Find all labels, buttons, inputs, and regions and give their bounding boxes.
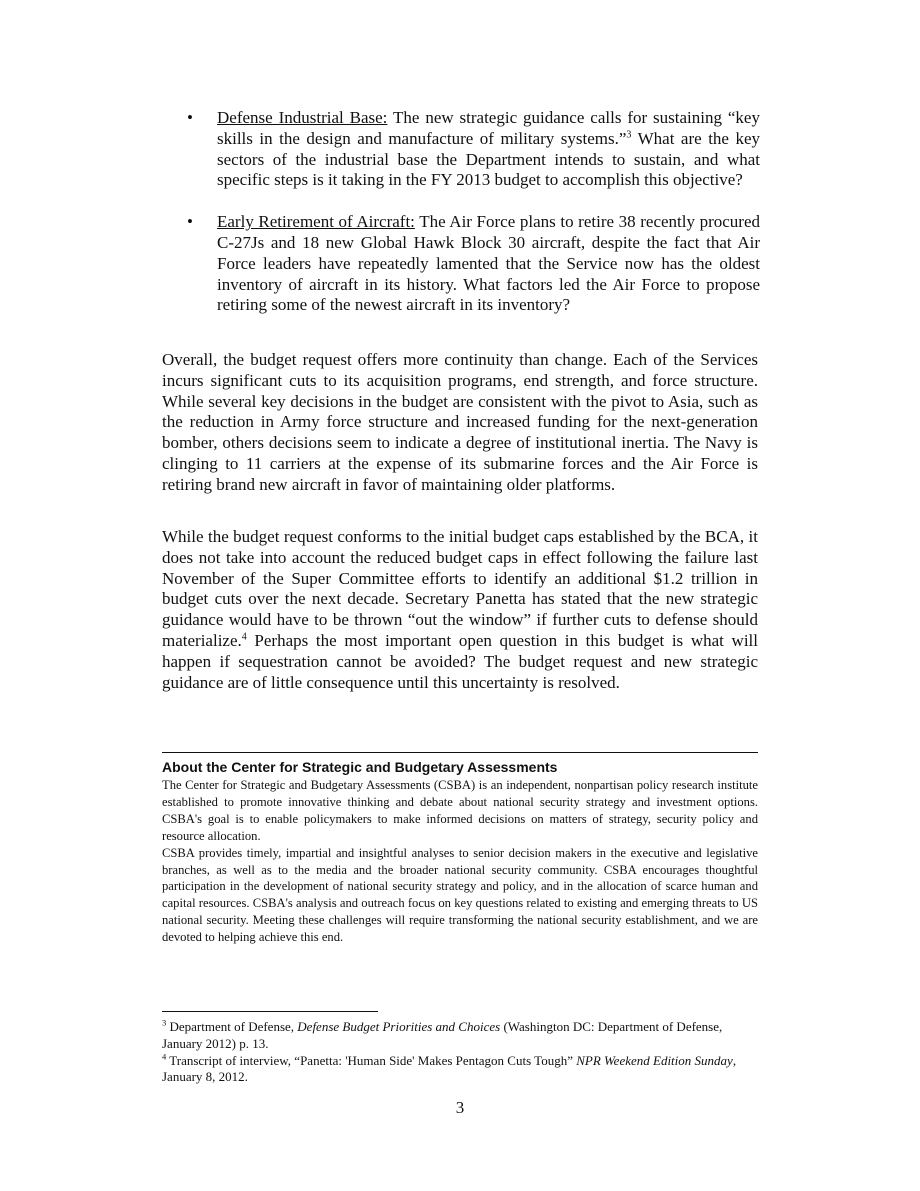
bullet-text: The new strategic guidance calls for sustaining “key skills in the design and manufacture of military systems.”	[217, 108, 760, 148]
bullet-text: What are the key sectors of the industrial base the Department intends to sustain, and what specific steps is it taking in the FY 2013 budget to accomplish this objective?	[217, 128, 761, 190]
paragraph-text: While the budget request conforms to the initial budget caps established by the BCA, it does not take into account the reduced budget caps in effect following the failure last November of the Super Committee efforts to identify an additional $1.2 trillion in budget cuts over the next decade. Secretary Panetta has stated that the new strategic guidance would have to be thrown “out the window” if further cuts to defense should materialize.	[162, 527, 758, 650]
footnote-number: 3	[162, 1017, 167, 1028]
bullet-label: Early Retirement of Aircraft:	[217, 212, 415, 232]
footnote	[162, 1053, 758, 1087]
body-paragraph	[162, 527, 758, 693]
page-number: 3	[455, 1098, 465, 1117]
about-csba-box	[162, 752, 758, 946]
footnote-text: (Washington DC: Department of Defense, January 2012) p. 13.	[162, 1019, 723, 1051]
footnote-number: 4	[162, 1051, 167, 1062]
bullet-icon: •	[187, 212, 193, 232]
footnote-title: NPR Weekend Edition Sunday	[576, 1052, 733, 1068]
footnote-ref: 3	[626, 129, 632, 141]
footnotes	[162, 1019, 758, 1086]
footnote-divider	[162, 1011, 378, 1012]
footnote	[162, 1019, 758, 1053]
bullet-icon: •	[187, 108, 193, 127]
question-bullet-list	[182, 108, 760, 316]
about-heading: About the Center for Strategic and Budgetary Assessments	[162, 759, 558, 775]
bullet-text: The Air Force plans to retire 38 recently procured C-27Js and 18 new Global Hawk Block 30 aircraft, despite the fact that Air Force leaders have repeatedly lamented that the Service now has the oldest inventory of aircraft in its history. What factors led the Air Force to propose retiring some of the newest aircraft in its inventory?	[217, 212, 760, 315]
bullet-item-early-retirement	[182, 212, 760, 316]
footnote-text: Transcript of interview, “Panetta: 'Human Side' Makes Pentagon Cuts Tough”	[166, 1052, 577, 1068]
footnote-title: Defense Budget Priorities and Choices	[297, 1019, 501, 1034]
bullet-item-defense-industrial-base	[182, 108, 760, 191]
paragraph-text: Perhaps the most important open question in this budget is what will happen if sequestration cannot be avoided? The budget request and new strategic guidance are of little consequence until this uncertainty is resolved.	[162, 630, 758, 692]
footnote-text: Department of Defense,	[166, 1019, 298, 1034]
body-paragraph: Overall, the budget request offers more continuity than change. Each of the Services incurs significant cuts to its acquisition programs, end strength, and force structure. While several key decisions in the budget are consistent with the pivot to Asia, such as the reduction in Army force structure and increased funding for the next-generation bomber, others decisions seem to indicate a degree of institutional inertia. The Navy is clinging to 11 carriers at the expense of its submarine forces and the Air Force is retiring brand new aircraft in favor of maintaining older platforms.	[162, 350, 758, 494]
footnote-ref: 4	[241, 631, 247, 643]
about-paragraph: CSBA provides timely, impartial and insightful analyses to senior decision makers in the executive and legislative branches, as well as to the media and the broader national security community. CSBA encourages thoughtful participation in the development of national security strategy and policy, and in the allocation of scarce human and capital resources. CSBA's analysis and outreach focus on key questions related to existing and emerging threats to US national security. Meeting these challenges will require transforming the national security establishment, and we are devoted to helping achieve this end.	[162, 845, 758, 945]
divider	[162, 752, 758, 753]
footnote-text: , January 8, 2012.	[162, 1052, 737, 1085]
bullet-label: Defense Industrial Base:	[217, 108, 388, 127]
about-paragraph: The Center for Strategic and Budgetary Assessments (CSBA) is an independent, nonpartisan policy research institute established to promote innovative thinking and debate about national security strategy and investment options. CSBA's goal is to enable policymakers to make informed decisions on matters of strategy, security policy and resource allocation.	[162, 778, 758, 843]
